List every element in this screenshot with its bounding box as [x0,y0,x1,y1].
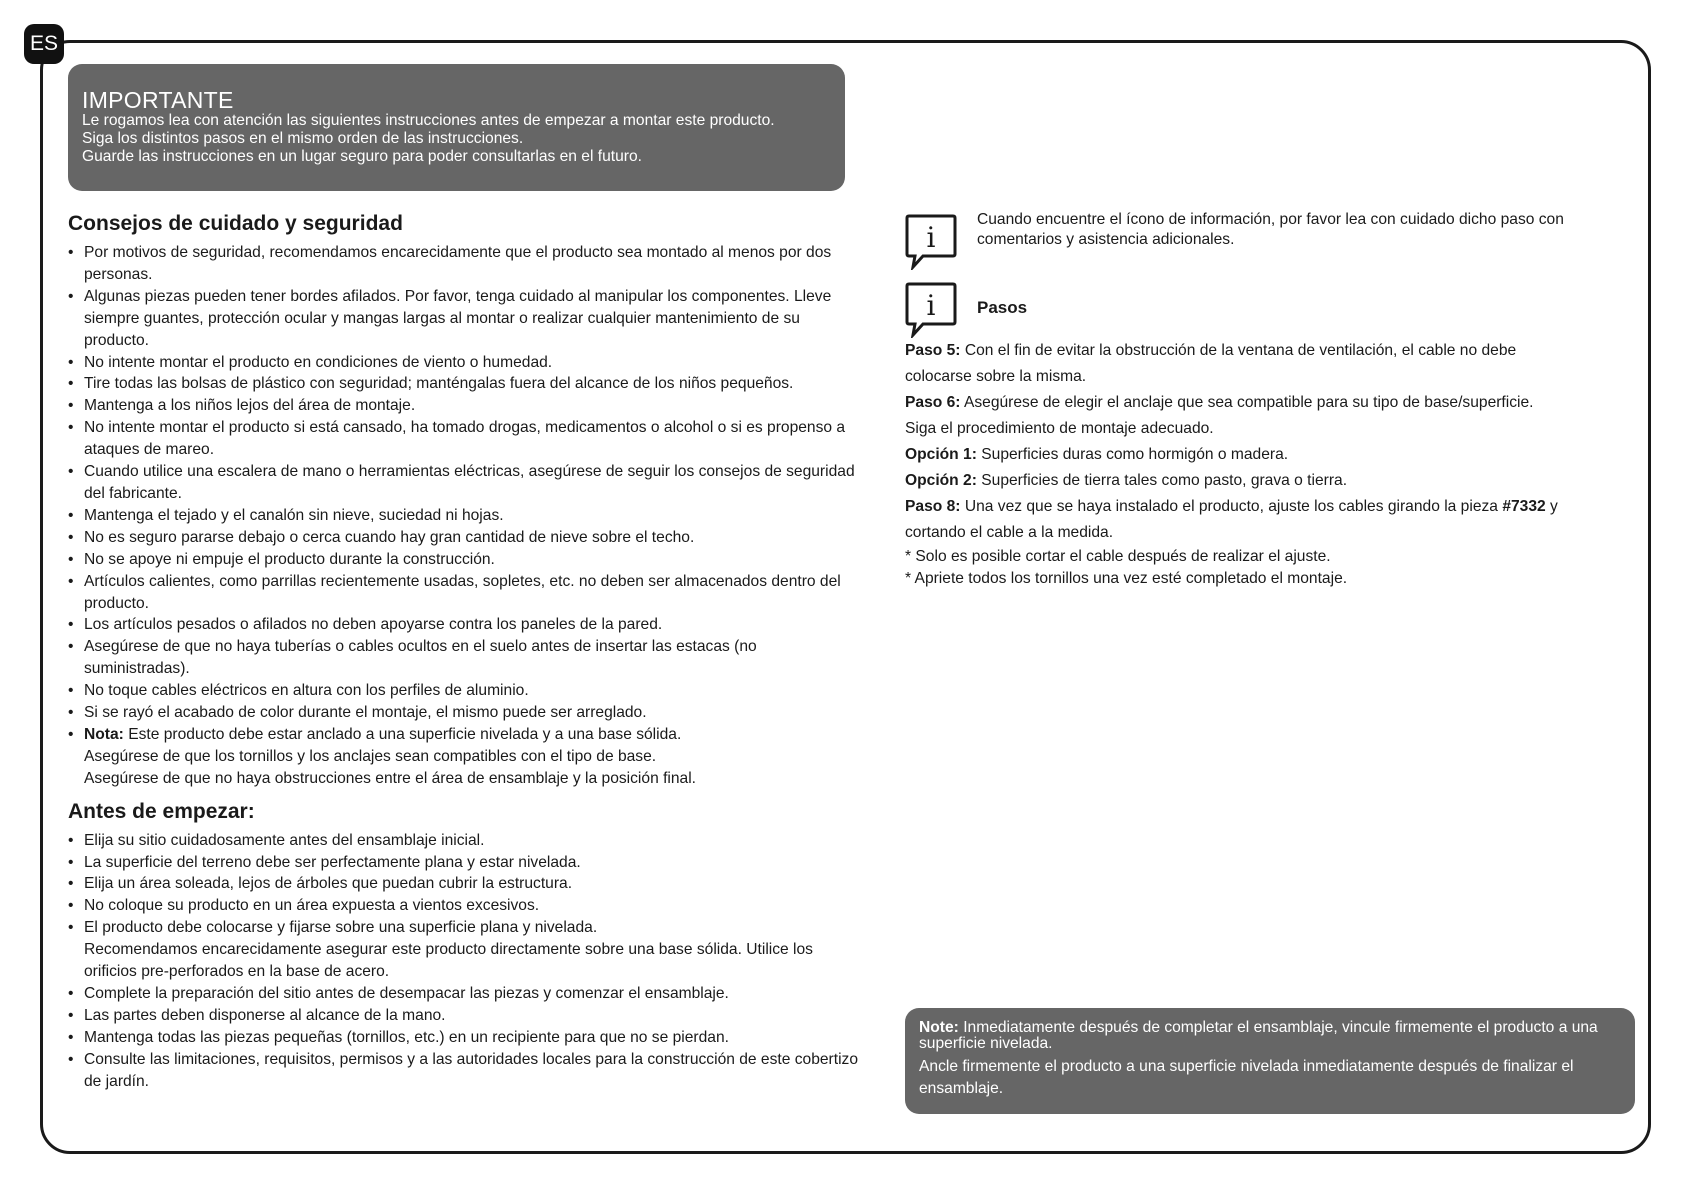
paso6-line2: Siga el procedimiento de montaje adecuado. [905,420,1214,437]
list-item-nota [68,724,858,790]
list-item: • No toque cables eléctricos en altura con los perfiles de aluminio. [68,680,858,702]
paso5-label: Paso 5: [905,342,961,359]
care-title: Consejos de cuidado y seguridad [68,212,403,235]
list-item: • Tire todas las bolsas de plástico con seguridad; manténgalas fuera del alcance de los niños pequeños. [68,373,858,395]
note-box [905,1008,1635,1114]
important-title: IMPORTANTE [82,87,234,113]
list-item: • Elija un área soleada, lejos de árboles que puedan cubrir la estructura. [68,873,858,895]
note-text: Inmediatamente después de completar el ensamblaje, vincule firmemente el producto a una superficie nivelada. [919,1019,1598,1052]
list-item: • Los artículos pesados o afilados no deben apoyarse contra los paneles de la pared. [68,614,858,636]
list-item: • No intente montar el producto en condiciones de viento o humedad. [68,352,858,374]
list-item: • Artículos calientes, como parrillas recientemente usadas, sopletes, etc. no deben ser almacenados dentro del producto. [68,571,858,615]
opcion1-text: Superficies duras como hormigón o madera. [981,446,1289,463]
note-line1 [919,1020,1621,1052]
list-item: • Las partes deben disponerse al alcance de la mano. [68,1005,858,1027]
steps [905,338,1625,590]
opcion2-label: Opción 2: [905,472,977,489]
opcion1 [905,442,1625,468]
opcion1-label: Opción 1: [905,446,977,463]
list-item: • Elija su sitio cuidadosamente antes del ensamblaje inicial. [68,830,858,852]
nota-line: Asegúrese de que no haya obstrucciones entre el área de ensamblaje y la posición final. [84,769,697,787]
pasos-row [905,278,1625,338]
pasos-title: Pasos [977,298,1028,317]
paso8-part: #7332 [1502,498,1546,515]
list-item: • Mantenga todas las piezas pequeñas (tornillos, etc.) en un recipiente para que no se pierdan. [68,1027,858,1049]
opcion2 [905,468,1625,494]
paso8-tail: y [1550,498,1558,515]
paso8-label: Paso 8: [905,498,961,515]
before-title: Antes de empezar: [68,799,255,823]
important-line: Siga los distintos pasos en el mismo orden de las instrucciones. [82,130,524,147]
info-icon [905,282,957,338]
nota-label: Nota: [84,725,124,743]
right-column [905,210,1625,590]
list-item: • Complete la preparación del sitio antes de desempacar las piezas y comenzar el ensamblaje. [68,983,858,1005]
list-item: • Por motivos de seguridad, recomendamos encarecidamente que el producto sea montado al menos por dos personas. [68,242,858,286]
paso5-text: Con el fin de evitar la obstrucción de la ventana de ventilación, el cable no debe [964,342,1517,359]
list-item: • Algunas piezas pueden tener bordes afilados. Por favor, tenga cuidado al manipular los componentes. Lleve siempre guantes, protección ocular y mangas largas al montar o realizar cualquier mantenimiento de su producto. [68,286,858,352]
important-box [68,64,845,191]
important-line: Guarde las instrucciones en un lugar seguro para poder consultarlas en el futuro. [82,148,642,165]
paso6-label: Paso 6: [905,394,961,411]
star-note: * Solo es posible cortar el cable después de realizar el ajuste. [905,548,1331,565]
list-item: • Mantenga a los niños lejos del área de montaje. [68,395,858,417]
paso6-text: Asegúrese de elegir el anclaje que sea compatible para su tipo de base/superficie. [963,394,1534,411]
before-list [68,830,858,1093]
list-item-text: del fabricante. [84,484,182,502]
list-item-text: Cuando utilice una escalera de mano o herramientas eléctricas, asegúrese de seguir los consejos de seguridad [84,463,855,481]
care-list [68,242,858,790]
info-row [905,210,1625,270]
list-item: • No coloque su producto en un área expuesta a vientos excesivos. [68,895,858,917]
language-tab: ES [24,24,64,64]
info-text: Cuando encuentre el ícono de información, por favor lea con cuidado dicho paso con comentarios y asistencia adicionales. [977,211,1564,248]
important-line: Le rogamos lea con atención las siguientes instrucciones antes de empezar a montar este producto. [82,112,775,129]
note-label: Note: [919,1019,959,1036]
opcion2-text: Superficies de tierra tales como pasto, grava o tierra. [981,472,1348,489]
paso5-line2: colocarse sobre la misma. [905,368,1087,385]
info-icon-glyph: i [926,221,936,254]
left-column [68,210,858,1093]
paso5 [905,338,1625,364]
list-item [68,917,858,983]
info-icon [905,214,957,270]
list-item: • No es seguro pararse debajo o cerca cuando hay gran cantidad de nieve sobre el techo. [68,527,858,549]
list-item-text: Recomendamos encarecidamente asegurar este producto directamente sobre una base sólida. Utilice los orificios pre-perforados en la base de acero. [84,941,813,981]
list-item: • No intente montar el producto si está cansado, ha tomado drogas, medicamentos o alcohol o si es propenso a ataques de mareo. [68,417,858,461]
nota-line: Asegúrese de que los tornillos y los anclajes sean compatibles con el tipo de base. [84,747,657,765]
list-item: • Mantenga el tejado y el canalón sin nieve, suciedad ni hojas. [68,505,858,527]
list-item: • Consulte las limitaciones, requisitos, permisos y a las autoridades locales para la construcción de este cobertizo de jardín. [68,1049,858,1093]
list-item-text: El producto debe colocarse y fijarse sobre una superficie plana y nivelada. [84,919,598,937]
star-note: * Apriete todos los tornillos una vez esté completado el montaje. [905,570,1348,587]
paso8-line2: cortando el cable a la medida. [905,524,1114,541]
info-icon-glyph: i [926,289,936,322]
note-line2: Ancle firmemente el producto a una superficie nivelada inmediatamente después de finalizar el ensamblaje. [919,1058,1574,1097]
paso6 [905,390,1625,416]
paso8 [905,494,1625,520]
paso8-text: Una vez que se haya instalado el producto, ajuste los cables girando la pieza [964,498,1498,515]
list-item: • No se apoye ni empuje el producto durante la construcción. [68,549,858,571]
list-item: • Asegúrese de que no haya tuberías o cables ocultos en el suelo antes de insertar las estacas (no suministradas). [68,636,858,680]
list-item: • La superficie del terreno debe ser perfectamente plana y estar nivelada. [68,852,858,874]
list-item: • Si se rayó el acabado de color durante el montaje, el mismo puede ser arreglado. [68,702,858,724]
list-item [68,461,858,505]
nota-text: Este producto debe estar anclado a una superficie nivelada y a una base sólida. [128,725,682,743]
